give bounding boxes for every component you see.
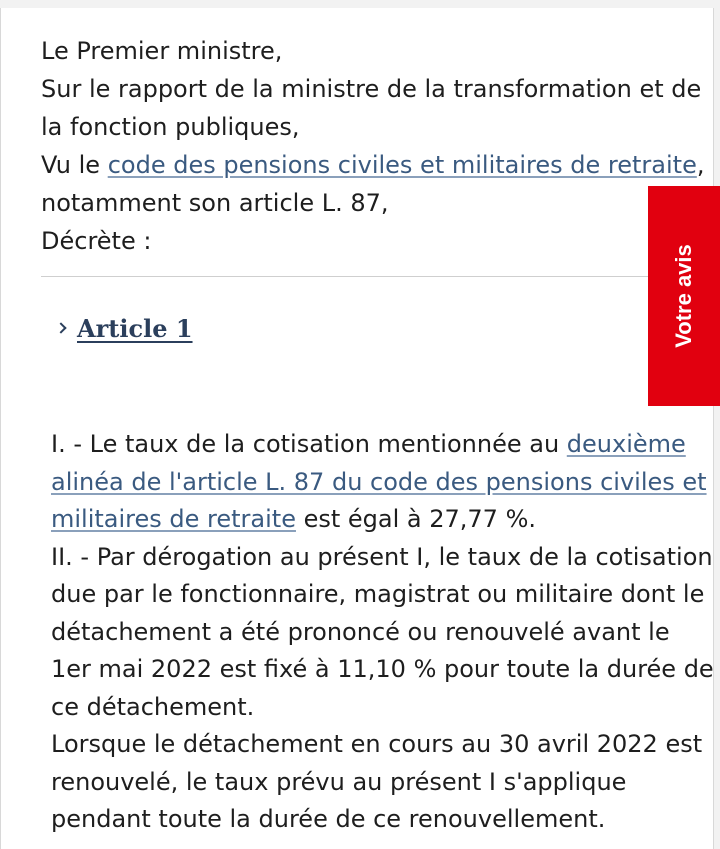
- article-text: I. - Le taux de la cotisation mentionnée au: [51, 430, 567, 458]
- preamble-text: ,: [696, 151, 705, 179]
- preamble-line: Décrète :: [41, 227, 152, 255]
- feedback-label: Votre avis: [671, 244, 697, 348]
- article-text: est égal à 27,77 %.: [295, 505, 537, 533]
- article-title[interactable]: Article 1: [77, 314, 193, 343]
- article-toggle[interactable]: [57, 314, 193, 343]
- article-line: [51, 426, 701, 464]
- preamble-line: la fonction publiques,: [41, 113, 300, 141]
- article-line: Lorsque le détachement en cours au 30 avril 2022 est: [51, 730, 703, 758]
- article-l87-link[interactable]: alinéa de l'article L. 87 du code des pensions civiles et: [51, 467, 707, 496]
- article-line: 1er mai 2022 est fixé à 11,10 % pour toute la durée de: [51, 655, 714, 683]
- content-page: [0, 8, 714, 849]
- preamble-line: Sur le rapport de la ministre de la transformation et de: [41, 75, 702, 103]
- preamble-text: Vu le: [41, 151, 108, 179]
- article-line: due par le fonctionnaire, magistrat ou militaire dont le: [51, 580, 705, 608]
- article-l87-link[interactable]: deuxième: [566, 430, 686, 458]
- article-body: [51, 426, 714, 839]
- article-line: [51, 501, 701, 539]
- chevron-right-icon: [55, 322, 66, 333]
- article-line: ce détachement.: [51, 692, 255, 721]
- decree-preamble: [41, 32, 705, 260]
- code-pensions-link[interactable]: code des pensions civiles et militaires de retraite: [107, 151, 697, 179]
- article-l87-link[interactable]: militaires de retraite: [51, 505, 296, 533]
- section-divider: [41, 276, 681, 277]
- preamble-line: Le Premier ministre,: [41, 37, 283, 65]
- article-line: pendant toute la durée de ce renouvellement.: [51, 805, 606, 833]
- feedback-button[interactable]: [648, 186, 720, 406]
- article-line: détachement a été prononcé ou renouvelé avant le: [51, 617, 670, 646]
- article-line: II. - Par dérogation au présent I, le taux de la cotisation: [51, 542, 713, 571]
- preamble-line: notamment son article L. 87,: [41, 189, 389, 217]
- preamble-line: [41, 146, 705, 184]
- article-line: [51, 464, 707, 502]
- article-line: renouvelé, le taux prévu au présent I s'applique: [51, 767, 627, 796]
